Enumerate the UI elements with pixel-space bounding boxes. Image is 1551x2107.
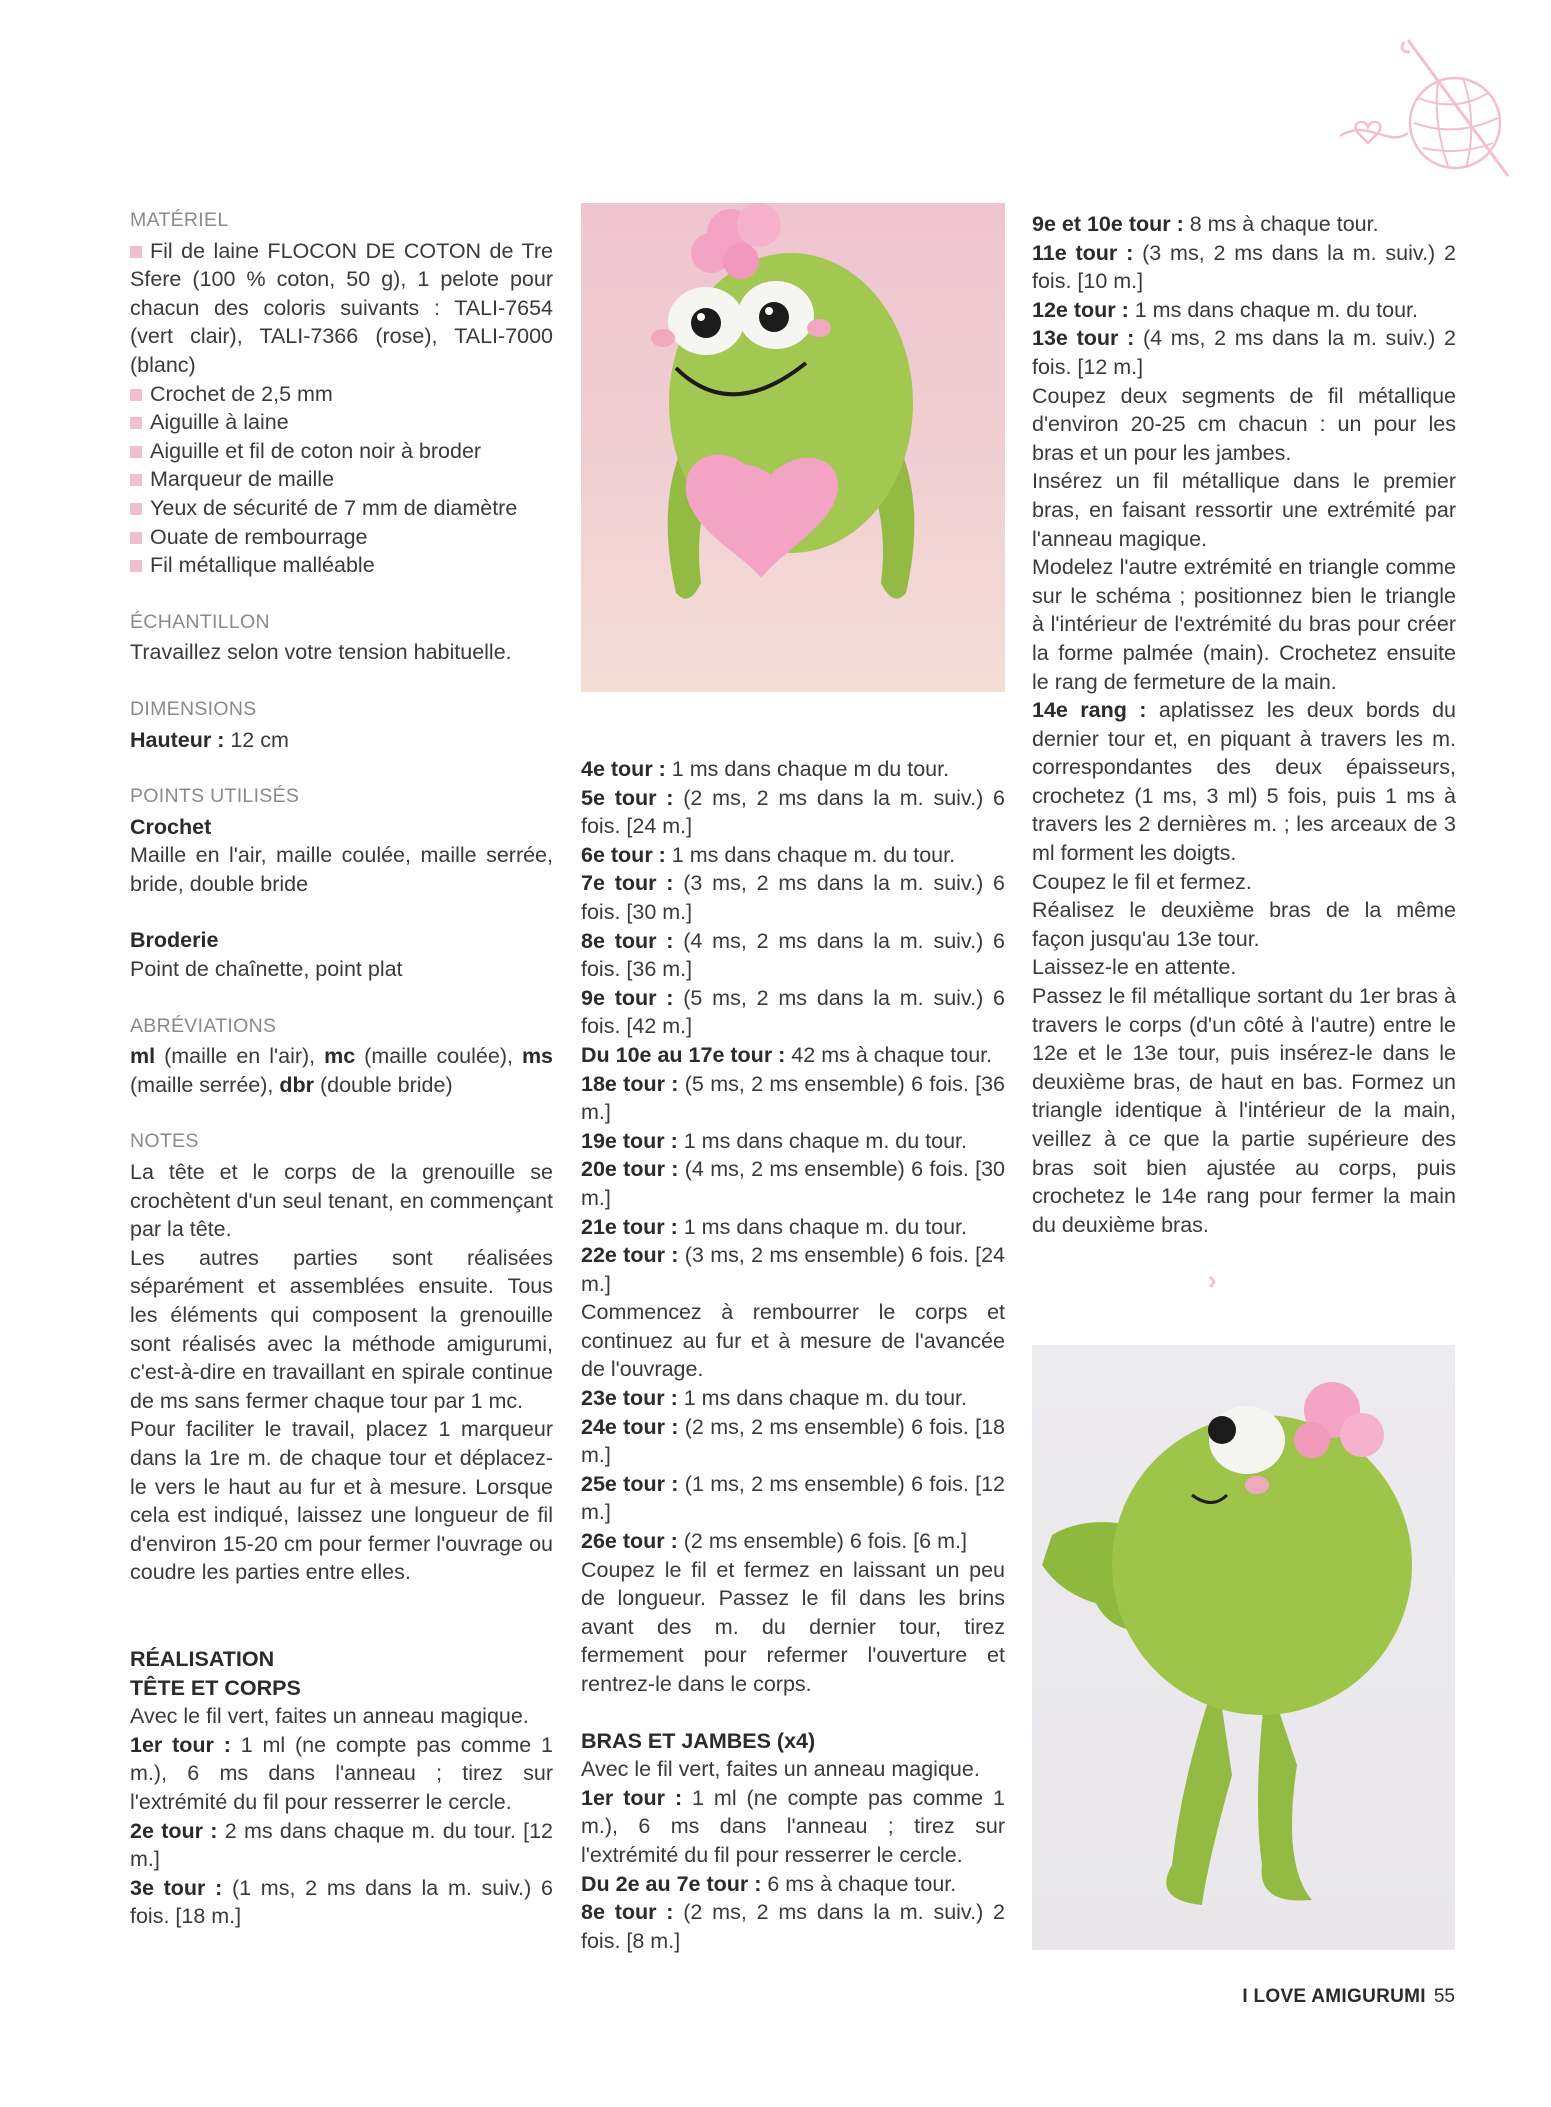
instruction-row: 19e tour : 1 ms dans chaque m. du tour.: [581, 1128, 968, 1153]
left-column: [130, 206, 553, 1931]
echantillon-title: ÉCHANTILLON: [130, 610, 270, 633]
middle-column: [581, 755, 1005, 1955]
instruction-row: 21e tour : 1 ms dans chaque m. du tour.: [581, 1214, 968, 1239]
bras-intro: Avec le fil vert, faites un anneau magique.: [581, 1757, 980, 1782]
yarn-ball-logo-icon: [1338, 38, 1518, 178]
frog-side-illustration: [1032, 1345, 1455, 1950]
page-number: 55: [1433, 1986, 1455, 2007]
instruction-row: Laissez-le en attente.: [1032, 955, 1237, 980]
bullet-icon: [130, 474, 142, 486]
instruction-row: 4e tour : 1 ms dans chaque m du tour.: [581, 757, 950, 781]
instruction-row: 9e et 10e tour : 8 ms à chaque tour.: [1032, 212, 1379, 236]
materiel-item: Marqueur de maille: [130, 465, 553, 494]
instruction-row: 5e tour : (2 ms, 2 ms dans la m. suiv.) 6 fois. [24 m.]: [581, 785, 1005, 839]
rows-mid: [581, 755, 1005, 1699]
instruction-row: Modelez l'autre extrémité en triangle comme sur le schéma ; positionnez bien le triangle à l'intérieur de l'extrémité du bras pour créer la forme palmée (main). Crochetez ensuite le rang de fermeture de la main.: [1032, 555, 1456, 694]
tete-corps-intro: Avec le fil vert, faites un anneau magique.: [130, 1704, 529, 1729]
instruction-row: 3e tour : (1 ms, 2 ms dans la m. suiv.) 6 fois. [18 m.]: [130, 1875, 553, 1929]
dimensions-title: DIMENSIONS: [130, 697, 257, 720]
materiel-item: Yeux de sécurité de 7 mm de diamètre: [130, 494, 553, 523]
materiel-yarn: Fil de laine FLOCON DE COTON de Tre Sfere (100 % coton, 50 g), 1 pelote pour chacun des coloris suivants : TALI-7654 (vert clair), TALI-7366 (rose), TALI-7000 (blanc): [130, 238, 553, 377]
magazine-name: I LOVE AMIGURUMI: [1242, 1986, 1426, 2007]
notes-p3: Pour faciliter le travail, placez 1 marqueur dans la 1re m. de chaque tour et déplacez-le vers le haut au fur et à mesure. Lorsque cela est indiqué, laissez une longueur de fil d'environ 15-20 cm pour fermer l'ouvrage ou coudre les parties entre elles.: [130, 1417, 553, 1585]
instruction-row: Coupez le fil et fermez en laissant un peu de longueur. Passez le fil dans les brins avant des m. du dernier tour, tirez fermement pour refermer l'ouverture et rentrez-le dans le corps.: [581, 1557, 1005, 1696]
points-title: POINTS UTILISÉS: [130, 785, 300, 808]
bullet-icon: [130, 389, 142, 401]
instruction-row: 1er tour : 1 ml (ne compte pas comme 1 m.), 6 ms dans l'anneau ; tirez sur l'extrémité du fil pour resserrer le cercle.: [581, 1785, 1005, 1867]
instruction-row: 23e tour : 1 ms dans chaque m. du tour.: [581, 1386, 968, 1411]
instruction-row: 8e tour : (2 ms, 2 ms dans la m. suiv.) 2 fois. [8 m.]: [581, 1900, 1005, 1953]
bras-rows-right: [1032, 210, 1456, 1239]
broderie-text: Point de chaînette, point plat: [130, 957, 403, 982]
bullet-icon: [130, 246, 142, 258]
instruction-row: Commencez à rembourrer le corps et continuez au fur et à mesure de l'avancée de l'ouvrage.: [581, 1300, 1005, 1382]
instruction-row: 18e tour : (5 ms, 2 ms ensemble) 6 fois. [36 m.]: [581, 1071, 1005, 1125]
bullet-icon: [130, 417, 142, 429]
bras-rows-mid: [581, 1784, 1005, 1956]
realisation-title: RÉALISATION: [130, 1646, 275, 1671]
instruction-row: 14e rang : aplatissez les deux bords du dernier tour et, en piquant à travers les m. correspondantes des deux épaisseurs, crochetez (1 ms, 3 ml) 5 fois, puis 1 ms à travers les 2 dernières m. ; les arceaux de 3 ml forment les doigts.: [1032, 698, 1456, 866]
notes-p2: Les autres parties sont réalisées séparément et assemblées ensuite. Tous les éléments qui composent la grenouille sont réalisés avec la méthode amigurumi, c'est-à-dire en travaillant en spirale continue de ms sans fermer chaque tour par 1 mc.: [130, 1245, 553, 1413]
materiel-item: Fil métallique malléable: [130, 551, 553, 580]
instruction-row: Du 2e au 7e tour : 6 ms à chaque tour.: [581, 1871, 957, 1896]
instruction-row: 22e tour : (3 ms, 2 ms ensemble) 6 fois. [24 m.]: [581, 1243, 1005, 1296]
instruction-row: Coupez le fil et fermez.: [1032, 869, 1252, 894]
dimensions-height: Hauteur : 12 cm: [130, 727, 289, 752]
broderie-title: Broderie: [130, 928, 219, 953]
instruction-row: 26e tour : (2 ms ensemble) 6 fois. [6 m.]: [581, 1529, 967, 1554]
echantillon-text: Travaillez selon votre tension habituelle.: [130, 640, 512, 665]
instruction-row: 12e tour : 1 ms dans chaque m. du tour.: [1032, 297, 1419, 322]
bullet-icon: [130, 503, 142, 515]
abreviations-title: ABRÉVIATIONS: [130, 1014, 277, 1037]
instruction-row: Insérez un fil métallique dans le premier bras, en faisant ressortir une extrémité par l'anneau magique.: [1032, 469, 1456, 551]
instruction-row: Du 10e au 17e tour : 42 ms à chaque tour.: [581, 1042, 993, 1067]
instruction-row: 20e tour : (4 ms, 2 ms ensemble) 6 fois. [30 m.]: [581, 1157, 1005, 1210]
instruction-row: 13e tour : (4 ms, 2 ms dans la m. suiv.) 2 fois. [12 m.]: [1032, 326, 1456, 379]
frog-front-illustration: [581, 203, 1005, 692]
materiel-item: Aiguille à laine: [130, 408, 553, 437]
instruction-row: 24e tour : (2 ms, 2 ms ensemble) 6 fois. [18 m.]: [581, 1414, 1005, 1468]
instruction-row: 8e tour : (4 ms, 2 ms dans la m. suiv.) 6 fois. [36 m.]: [581, 928, 1005, 982]
bullet-icon: [130, 446, 142, 458]
bullet-icon: [130, 560, 142, 572]
continue-arrow-icon: ›: [1208, 1265, 1217, 1295]
instruction-row: 25e tour : (1 ms, 2 ms ensemble) 6 fois. [12 m.]: [581, 1471, 1005, 1525]
notes-p1: La tête et le corps de la grenouille se crochètent d'un seul tenant, en commençant par la tête.: [130, 1160, 553, 1242]
materiel-item: Ouate de rembourrage: [130, 523, 553, 552]
materiel-item: Crochet de 2,5 mm: [130, 380, 553, 409]
notes-title: NOTES: [130, 1130, 199, 1153]
instruction-row: 7e tour : (3 ms, 2 ms dans la m. suiv.) 6 fois. [30 m.]: [581, 871, 1005, 924]
instruction-row: 1er tour : 1 ml (ne compte pas comme 1 m.), 6 ms dans l'anneau ; tirez sur l'extrémité du fil pour resserrer le cercle.: [130, 1732, 553, 1814]
crochet-text: Maille en l'air, maille coulée, maille serrée, bride, double bride: [130, 843, 553, 896]
bras-title: BRAS ET JAMBES (x4): [581, 1728, 816, 1753]
frog-side-photo: [1032, 1345, 1455, 1950]
frog-heart-photo: [581, 203, 1005, 692]
tete-corps-title: TÊTE ET CORPS: [130, 1675, 301, 1700]
rows-left: [130, 1731, 553, 1931]
instruction-row: Coupez deux segments de fil métallique d'environ 20-25 cm chacun : un pour les bras et un pour les jambes.: [1032, 383, 1456, 465]
materiel-list: [130, 380, 553, 580]
instruction-row: Passez le fil métallique sortant du 1er bras à travers le corps (d'un côté à l'autre) entre le 12e et le 13e tour, puis insérez-le dans le deuxième bras, de haut en bas. Formez un triangle identique à l'intérieur de la main, veillez à ce que la partie supérieure des bras soit bien ajustée au corps, puis crochetez le 14e rang pour fermer la main du deuxième bras.: [1032, 984, 1456, 1237]
instruction-row: 11e tour : (3 ms, 2 ms dans la m. suiv.) 2 fois. [10 m.]: [1032, 240, 1456, 294]
materiel-title: MATÉRIEL: [130, 209, 229, 231]
crochet-title: Crochet: [130, 814, 212, 839]
instruction-row: Réalisez le deuxième bras de la même façon jusqu'au 13e tour.: [1032, 898, 1456, 951]
materiel-item: Aiguille et fil de coton noir à broder: [130, 437, 553, 466]
page-footer: [1242, 1986, 1455, 2008]
bullet-icon: [130, 532, 142, 544]
abreviations-text: ml (maille en l'air), mc (maille coulée), ms (maille serrée), dbr (double bride): [130, 1044, 554, 1097]
instruction-row: 6e tour : 1 ms dans chaque m. du tour.: [581, 842, 956, 867]
instruction-row: 2e tour : 2 ms dans chaque m. du tour. [12 m.]: [130, 1818, 553, 1872]
right-column: [1032, 210, 1456, 1239]
instruction-row: 9e tour : (5 ms, 2 ms dans la m. suiv.) 6 fois. [42 m.]: [581, 985, 1005, 1039]
